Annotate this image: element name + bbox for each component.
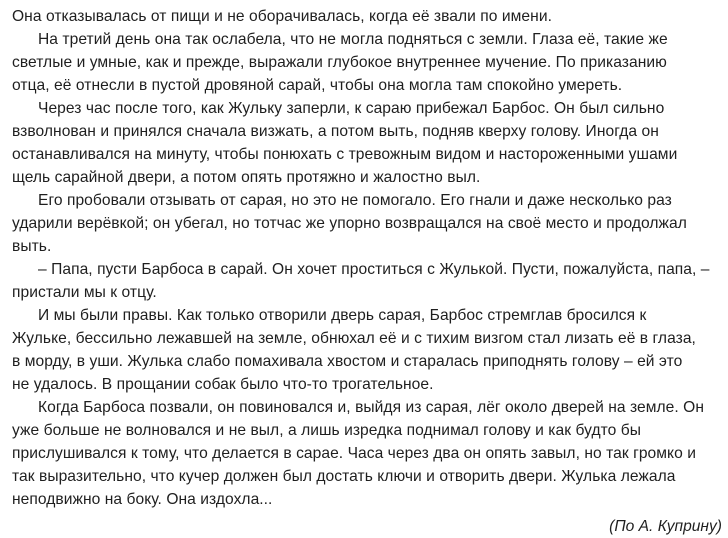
text-line-16: в морду, в уши. Жулька слабо помахивала хвостом и старалась приподнять голову – ей это xyxy=(12,353,683,370)
text-line-19: уже больше не волновался и не выл, а лишь изредка поднимал голову и как будто бы xyxy=(12,422,641,439)
text-line-20: прислушивался к тому, что делается в сарае. Часа через два он опять завыл, но так громко и xyxy=(12,445,696,462)
text-line-2: На третий день она так ослабела, что не могла подняться с земли. Глаза её, такие же xyxy=(38,31,668,48)
text-line-14: И мы были правы. Как только отворили дверь сарая, Барбос стремглав бросился к xyxy=(38,307,647,324)
text-line-13: пристали мы к отцу. xyxy=(12,284,157,301)
text-line-22: неподвижно на боку. Она издохла... xyxy=(12,491,273,508)
author-attribution: (По А. Куприну) xyxy=(609,518,722,535)
text-line-15: Жульке, бессильно лежавшей на земле, обнюхал её и с тихим визгом стал лизать её в глаза, xyxy=(12,330,696,347)
text-line-12: – Папа, пусти Барбоса в сарай. Он хочет проститься с Жулькой. Пусти, пожалуйста, папа, – xyxy=(38,261,710,278)
text-line-10: ударили верёвкой; он убегал, но тотчас же упорно возвращался на своё место и продолжал xyxy=(12,215,687,232)
text-line-7: останавливался на минуту, чтобы понюхать с тревожным видом и настороженными ушами xyxy=(12,146,678,163)
text-line-11: выть. xyxy=(12,238,52,255)
text-line-4: отца, её отнесли в пустой дровяной сарай, чтобы она могла там спокойно умереть. xyxy=(12,77,623,94)
story-text xyxy=(12,5,718,511)
text-line-1: Она отказывалась от пищи и не оборачивалась, когда её звали по имени. xyxy=(12,8,552,25)
text-line-21: так выразительно, что кучер должен был достать ключи и отворить двери. Жулька лежала xyxy=(12,468,676,485)
text-line-6: взволнован и принялся сначала визжать, а потом выть, подняв кверху голову. Иногда он xyxy=(12,123,659,140)
text-line-3: светлые и умные, как и прежде, выражали глубокое внутреннее мучение. По приказанию xyxy=(12,54,667,71)
text-line-18: Когда Барбоса позвали, он повиновался и, выйдя из сарая, лёг около дверей на земле. Он xyxy=(38,399,705,416)
text-line-8: щель сарайной двери, а потом опять протяжно и жалостно выл. xyxy=(12,169,481,186)
text-line-9: Его пробовали отзывать от сарая, но это не помогало. Его гнали и даже несколько раз xyxy=(38,192,672,209)
text-line-5: Через час после того, как Жульку заперли, к сараю прибежал Барбос. Он был сильно xyxy=(38,100,665,117)
text-line-17: не удалось. В прощании собак было что-то трогательное. xyxy=(12,376,434,393)
